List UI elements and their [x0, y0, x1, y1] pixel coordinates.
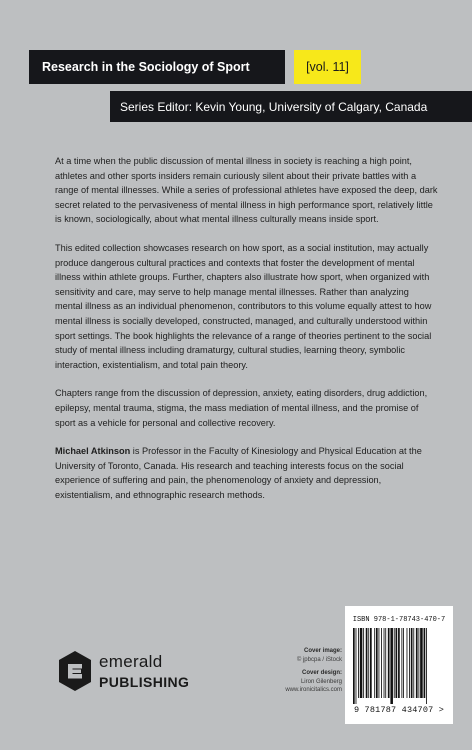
author-bio-text: is Professor in the Faculty of Kinesiology and Physical Education at the University of Toronto, Canada. His research and teaching interests focus on the social experience of suffering and pain, the phenomenology of anxiety and depression, existentialism, and ethnographic research methods.: [55, 446, 422, 500]
barcode-bar: [374, 628, 375, 698]
cover-image-label: Cover image:: [303, 648, 342, 654]
series-editor-bar: [110, 91, 472, 122]
isbn-label: ISBN 978-1-78743-470-7: [352, 616, 446, 624]
barcode-bar: [390, 628, 393, 704]
barcode-bar: [379, 628, 380, 698]
emerald-e-hexagon-icon: [57, 650, 93, 692]
barcode-bars: [353, 628, 445, 704]
blurb: [55, 154, 438, 516]
barcode-bar: [418, 628, 419, 698]
barcode-bar: [363, 628, 364, 698]
barcode-bar: [356, 628, 357, 704]
blurb-paragraph-3: Chapters range from the discussion of depression, anxiety, eating disorders, drug addiction, epilepsy, mental trauma, stigma, the mass mediation of mental illness, and the promise of sport as a vehicle for personal and collective recovery.: [55, 388, 428, 428]
barcode-bar: [376, 628, 378, 698]
barcode-bar: [384, 628, 385, 698]
publisher-name-line1: emerald: [99, 652, 163, 671]
barcode-bar: [409, 628, 410, 698]
barcode-bar: [420, 628, 423, 698]
barcode-bar: [394, 628, 395, 698]
cover-design-label: Cover design:: [301, 670, 342, 676]
barcode-bar: [398, 628, 400, 698]
barcode-bar: [368, 628, 369, 698]
barcode-bar: [388, 628, 390, 698]
barcode-bar: [366, 628, 368, 698]
author-name: Michael Atkinson: [55, 446, 131, 457]
barcode-bar: [426, 628, 427, 704]
cover-design-value: Liron Gilenberg: [300, 678, 342, 685]
cover-design-url: www.ironicitalics.com: [285, 687, 342, 693]
barcode-bar: [358, 628, 359, 698]
series-editor: Series Editor: Kevin Young, University of Calgary, Canada: [120, 99, 428, 114]
barcode-bar: [407, 628, 408, 698]
author-bio: [55, 444, 438, 502]
publisher-logo: [57, 650, 190, 698]
barcode-bar: [360, 628, 363, 698]
barcode-bar: [424, 628, 426, 698]
barcode-bar: [353, 628, 355, 704]
volume-badge: [vol. 11]: [294, 50, 361, 84]
barcode-bar: [403, 628, 404, 698]
isbn-barcode: [345, 606, 453, 724]
isbn-digits: 9 781787 434707 >: [353, 705, 445, 715]
series-title: Research in the Sociology of Sport: [42, 60, 250, 74]
cover-image-value: © jpbcpa / iStock: [296, 656, 342, 663]
cover-credits: [262, 647, 342, 695]
blurb-paragraph-1: At a time when the public discussion of mental illness in society is reaching a high point, athletes and other sports insiders remain curiously silent about their private battles with a range of mental illnesses. While a series of professional athletes have exposed the deep, dark secret related to the pervasiveness of mental illness in high performance sport, relatively little is known, sociologically, about what mental illness culturally means inside sport.: [55, 156, 438, 225]
publisher-name-line2: PUBLISHING: [99, 674, 190, 690]
barcode-bar: [413, 628, 414, 698]
blurb-paragraph-2: This edited collection showcases research on how sport, as a social institution, may actually produce dangerous cultural practices and contexts that foster the development of mental illness within athlete groups. Further, chapters also illustrate how sport, when organized with sensitivity and care, may serve to help manage mental illnesses. Rather than analyzing mental illness as an individual phenomenon, contributors to this volume equally attest to how mental illness is socially developed, constructed, managed, and culturally understood within sport settings. The book highlights the relevance of a range of theories pertinent to the social study of mental illness including dramaturgy, cultural studies, learning theory, symbolic interaction, existentialism, and total pain theory.: [55, 242, 432, 370]
barcode-bar: [411, 628, 413, 698]
barcode-bar: [370, 628, 372, 698]
series-title-bar: [29, 50, 285, 84]
barcode-bar: [396, 628, 398, 698]
barcode-bar: [401, 628, 402, 698]
barcode-bar: [416, 628, 418, 698]
barcode-bar: [381, 628, 382, 698]
barcode-bar: [385, 628, 386, 698]
